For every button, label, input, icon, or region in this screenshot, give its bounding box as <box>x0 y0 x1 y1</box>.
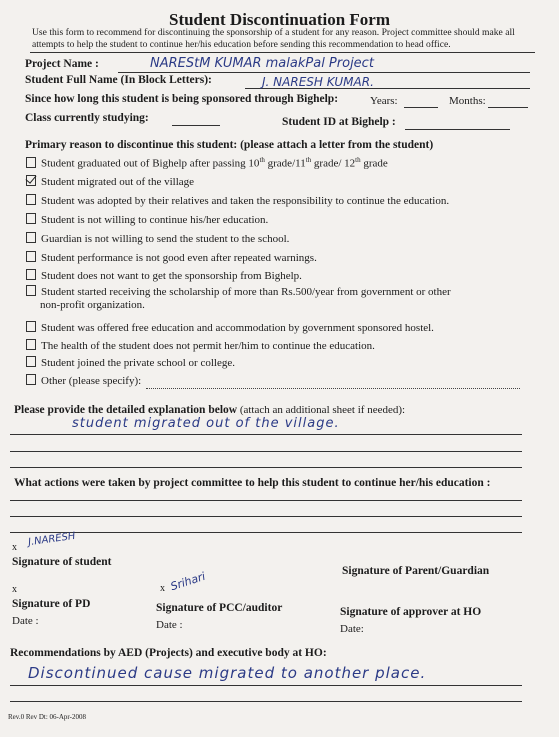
reason-item[interactable]: Student was adopted by their relatives and taken the responsibility to continue the education. <box>26 194 449 207</box>
reason-item[interactable]: Student performance is not good even after repeated warnings. <box>26 251 317 264</box>
revision-footer: Rev.0 Rev Dt: 06-Apr-2008 <box>8 713 86 721</box>
checkbox[interactable] <box>26 251 36 262</box>
approver-date-label: Date: <box>340 623 364 635</box>
explanation-note: (attach an additional sheet if needed): <box>237 404 406 416</box>
explanation-heading <box>14 404 405 416</box>
explanation-line-3 <box>10 467 522 468</box>
checkbox[interactable] <box>26 321 36 332</box>
recommendations-line-1 <box>10 685 522 686</box>
student-sig-x: x <box>12 542 17 553</box>
pcc-sig-x: x <box>160 583 165 594</box>
since-label: Since how long this student is being sponsored through Bighelp: <box>25 93 339 105</box>
student-signature-value[interactable]: J.NARESH <box>27 530 77 549</box>
checkbox[interactable] <box>26 232 36 243</box>
student-id-label: Student ID at Bighelp : <box>282 116 396 128</box>
reason-item[interactable]: Student migrated out of the village <box>26 175 194 188</box>
months-line[interactable] <box>488 107 528 108</box>
approver-signature-label: Signature of approver at HO <box>340 606 482 618</box>
reason-item[interactable]: Other (please specify): <box>26 374 141 387</box>
explanation-line-1 <box>10 434 522 435</box>
recommendations-value[interactable]: Discontinued cause migrated to another place. <box>28 664 427 682</box>
reason-item-continuation: non-profit organization. <box>40 299 145 311</box>
explanation-line-2 <box>10 451 522 452</box>
actions-line-2[interactable] <box>10 516 522 517</box>
checkbox[interactable] <box>26 194 36 205</box>
actions-line-3[interactable] <box>10 532 522 533</box>
reason-item[interactable]: Student graduated out of Bighelp after passing 10th grade/11th grade/ 12th grade <box>26 156 388 170</box>
reason-item[interactable]: Student was offered free education and accommodation by government sponsored hostel. <box>26 321 434 334</box>
months-label: Months: <box>449 95 486 107</box>
reasons-heading: Primary reason to discontinue this student: (please attach a letter from the student) <box>25 139 434 151</box>
class-label: Class currently studying: <box>25 112 149 124</box>
pd-signature-label: Signature of PD <box>12 598 91 610</box>
reason-item[interactable]: Student does not want to get the sponsorship from Bighelp. <box>26 269 302 282</box>
pcc-signature-label: Signature of PCC/auditor <box>156 602 283 614</box>
recommendations-line-2 <box>10 701 522 702</box>
explanation-value[interactable]: student migrated out of the village. <box>72 416 340 431</box>
checkbox-checked[interactable] <box>26 175 36 186</box>
years-line[interactable] <box>404 107 438 108</box>
full-name-value[interactable]: J. NARESH KUMAR. <box>262 75 374 89</box>
checkbox[interactable] <box>26 356 36 367</box>
form-title: Student Discontinuation Form <box>168 10 391 29</box>
class-line[interactable] <box>172 125 220 126</box>
reason-item[interactable]: Guardian is not willing to send the student to the school. <box>26 232 289 245</box>
project-name-value[interactable]: NAREStM KUMAR malakPal Project <box>150 56 374 71</box>
pcc-signature-value[interactable]: Srihari <box>168 569 207 594</box>
project-name-line <box>118 72 530 73</box>
checkbox[interactable] <box>26 285 36 296</box>
pcc-date-label: Date : <box>156 619 183 631</box>
student-signature-label: Signature of student <box>12 556 112 568</box>
student-id-line[interactable] <box>405 129 510 130</box>
checkbox[interactable] <box>26 374 36 385</box>
intro-rule <box>30 52 535 53</box>
explanation-label: Please provide the detailed explanation below <box>14 404 238 416</box>
reason-item[interactable]: Student joined the private school or college. <box>26 356 235 369</box>
other-specify-line[interactable] <box>146 388 520 389</box>
checkbox[interactable] <box>26 157 36 168</box>
pd-sig-x: x <box>12 584 17 595</box>
actions-line-1[interactable] <box>10 500 522 501</box>
pd-date-label: Date : <box>12 615 39 627</box>
years-label: Years: <box>370 95 398 107</box>
checkbox[interactable] <box>26 213 36 224</box>
actions-label: What actions were taken by project committee to help this student to continue her/his education : <box>14 477 491 489</box>
form-intro: Use this form to recommend for discontinuing the sponsorship of a student for any reason. Project committee should make all attempts to help the student to continue her/his education before sending this recommendation to head office. <box>32 27 515 50</box>
recommendations-label: Recommendations by AED (Projects) and executive body at HO: <box>10 647 327 659</box>
parent-signature-label: Signature of Parent/Guardian <box>342 565 490 577</box>
reason-item[interactable]: The health of the student does not permit her/him to continue the education. <box>26 339 375 352</box>
project-name-label: Project Name : <box>25 58 99 70</box>
checkbox[interactable] <box>26 269 36 280</box>
checkbox[interactable] <box>26 339 36 350</box>
full-name-label: Student Full Name (In Block Letters): <box>25 74 212 86</box>
reason-item[interactable]: Student is not willing to continue his/her education. <box>26 213 268 226</box>
reason-item[interactable]: Student started receiving the scholarship of more than Rs.500/year from government or other <box>26 285 451 298</box>
